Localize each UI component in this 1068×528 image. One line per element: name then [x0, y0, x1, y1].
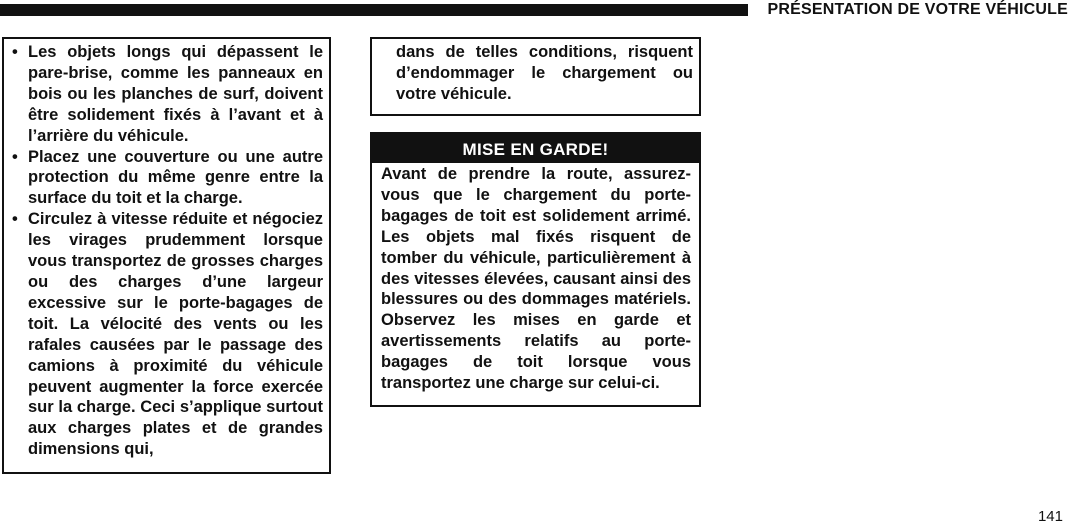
page-number: 141 [1037, 508, 1063, 525]
warning-box [370, 132, 701, 407]
list-item [12, 209, 323, 460]
section-title: PRÉSENTATION DE VOTRE VÉHICULE [767, 1, 1068, 18]
warning-text: Avant de prendre la route, assurez-vous que le chargement du porte-bagages de toit est solidement arrimé. Les objets mal fixés risquent de tomber du véhicule, particulièrement à des vitesses élevées, causant ainsi des blessures ou des dommages matériels. Observez les mises en garde et avertissements relatifs au porte-bagages de toit lorsque vous transportez une charge sur celui-ci. [381, 165, 691, 393]
warning-heading: MISE EN GARDE! [372, 134, 699, 163]
continuation-box [370, 37, 701, 116]
bullet-icon: • [12, 147, 18, 166]
bullet-icon: • [12, 210, 18, 229]
bullet-icon: • [12, 43, 18, 61]
bullet-list [12, 42, 323, 460]
bullet-text: Circulez à vitesse réduite et négociez les virages prudemment lorsque vous transportez de grosses charges ou des charges d’une largeur excessive sur le porte-bagages de toit. La vélocité des vents ou les rafales causées par le passage des camions à proximité du véhicule peuvent augmenter la force exercée sur la charge. Ceci s’applique surtout aux charges plates et de grandes dimensions qui, [28, 210, 323, 459]
bullet-text: Les objets longs qui dépassent le pare-brise, comme les panneaux en bois ou les planches de surf, doivent être solidement fixés à l’avant et à l’arrière du véhicule. [28, 43, 323, 145]
header-rule [0, 4, 748, 16]
continuation-text: dans de telles conditions, risquent d’endommager le chargement ou votre véhicule. [396, 43, 693, 103]
bullet-text: Placez une couverture ou une autre protection du même genre entre la surface du toit et la charge. [28, 147, 323, 208]
left-column-box [2, 37, 331, 474]
list-item [12, 147, 323, 210]
list-item [12, 42, 323, 147]
